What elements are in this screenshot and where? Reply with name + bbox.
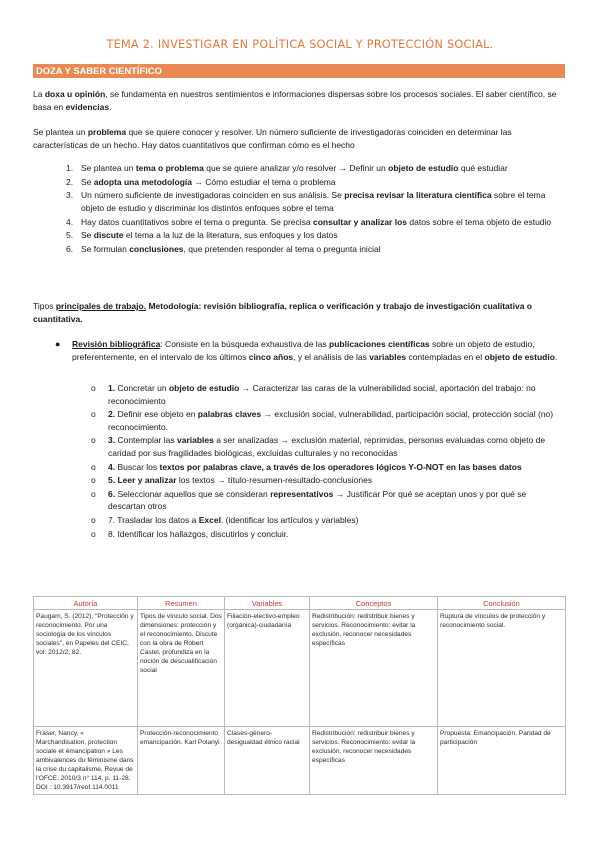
step-bold: conclusiones — [129, 243, 184, 254]
step-bold: discute — [93, 230, 124, 241]
substep-item — [91, 528, 560, 541]
step-item — [33, 216, 563, 229]
substep-text: Contemplar las — [115, 435, 177, 446]
substep-text: Definir ese objeto en — [115, 409, 198, 420]
table-cell: Redistribución: redistribuir bienes y servicios. Reconocimiento: evitar la exclusión, reconocer necesidades específicas — [310, 727, 438, 795]
substep-marker: o — [91, 488, 96, 499]
substep-text: → Caracterizar las caras de la vulnerabilidad social, aportación del trabajo: no reconocimiento — [108, 383, 536, 406]
step-item — [33, 176, 563, 189]
table-header-cell: Autoría — [34, 597, 138, 610]
substep-text: → Justificar Por qué se aceptan unos y por qué se descartan otros — [108, 488, 527, 512]
substep-text: 8. Identificar los hallazgos, discutirlos y concluir. — [108, 528, 289, 539]
substep-item — [91, 434, 560, 459]
intro-paragraph-problema: Se plantea un problema que se quiere conocer y resolver. Un número suficiente de investigadoras coinciden en determinar las características de un hecho. Hay datos cuantitativos que confirman cómo es el hecho — [33, 127, 512, 150]
step-bold: precisa revisar la literatura científica — [344, 190, 492, 201]
step-number: 6. — [66, 243, 74, 254]
step-bold: tema o problema — [135, 163, 204, 173]
table-header-row — [34, 597, 566, 610]
substep-bold: 3. — [108, 435, 116, 446]
substep-text: → exclusión social, vulnerabilidad, participación social, protección social (no) reconocimiento. — [108, 409, 554, 432]
step-number: 1. — [66, 163, 74, 173]
step-text: sobre el tema objeto de estudio y discriminar los distintos enfoques sobre el tema — [81, 190, 546, 213]
bullet-dot: ● — [55, 339, 61, 349]
step-text: el tema a la luz de la literatura, sus enfoques y los datos — [123, 230, 338, 241]
bullet-revision-bibliografica: ● Revisión bibliográfica: Consiste en la búsqueda exhaustiva de las publicaciones científicas sobre un objeto de estudio, preferentemente, en el intervalo de los últimos cinco años, y el análisis de las variables contempladas en el objeto de estudio. — [55, 339, 558, 362]
substep-text: Seleccionar aquellos que se consideran — [115, 488, 271, 499]
substep-text: Concretar un — [115, 383, 169, 393]
step-text: datos sobre el tema objeto de estudio — [407, 216, 552, 227]
substep-bold: representativos — [270, 488, 334, 499]
step-number: 4. — [66, 216, 74, 227]
substep-bold: 4. — [108, 461, 116, 472]
step-number: 3. — [66, 190, 74, 201]
table-cell: Paugam, S. (2012), "Protección y reconocimiento. Por una sociología de los vínculos sociales", en Papeles del CEIC, vol. 2012/2, 82. — [34, 610, 138, 727]
table-cell: Fraser, Nancy, « Marchandisation, protection sociale et émancipation » Les ambivalences du féminisme dans la crise du capitalisme, Revue de l'OFCE, 2010/3 n° 114, p. 11-28. DOI : 10.3917/reof.114.0011 — [34, 727, 138, 795]
step-bold: adopta una metodología — [93, 176, 192, 187]
substep-item — [91, 488, 560, 513]
substeps-list — [91, 382, 560, 542]
steps-list — [33, 162, 563, 257]
table-cell: Tipos de vínculo social. Dos dimensiones: protección y el reconocimiento. Discute con la obra de Robert Castel, profundiza en la noción de descualificación social — [138, 610, 225, 727]
step-bold: consultar y analizar los — [313, 216, 408, 227]
substep-text: . (identificar los artículos y variables) — [220, 515, 359, 526]
page-title: TEMA 2. INVESTIGAR EN POLÍTICA SOCIAL Y PROTECCIÓN SOCIAL. — [106, 38, 494, 51]
literature-table — [33, 596, 566, 795]
table-header-cell: Variables — [225, 597, 310, 610]
section-banner: DOZA Y SABER CIENTÍFICO — [33, 64, 565, 78]
table-cell: Propuesta: Emancipación. Paridad de participación — [438, 727, 566, 795]
step-text: Se plantea un — [81, 163, 136, 173]
step-item — [33, 243, 563, 256]
table-row — [34, 727, 566, 795]
substep-item — [91, 408, 560, 433]
substep-marker: o — [91, 528, 96, 539]
table-cell: Redistribución: redistribuir bienes y servicios. Reconocimiento: evitar la exclusión, reconocer necesidades específicas — [310, 610, 438, 727]
table-row — [34, 610, 566, 727]
table-cell: Ruptura de vínculos de protección y reconocimiento social. — [438, 610, 566, 727]
substep-bold: palabras claves — [197, 409, 262, 420]
substep-text: a ser analizadas → exclusión material, reprimidas, personas evaluadas como objeto de caridad por sus fragilidades biológicas, excluidas culturales y no reconocidas — [108, 435, 546, 458]
table-cell: Protección-reconocimiento emancipación. Karl Polanyi — [138, 727, 225, 795]
substep-text: Buscar los — [115, 461, 160, 472]
step-item — [33, 162, 563, 175]
step-item — [33, 189, 563, 214]
substep-text: 7. Trasladar los datos a — [108, 515, 199, 526]
step-text: Se — [81, 230, 94, 241]
substep-bold: 2. — [108, 409, 116, 420]
substep-bold: objeto de estudio — [168, 383, 240, 393]
step-text: que se quiere analizar y/o resolver → Definir un — [203, 163, 389, 173]
step-number: 2. — [66, 176, 74, 187]
substep-bold: variables — [176, 435, 214, 446]
substep-bold: 1. — [108, 383, 116, 393]
step-text: Se — [81, 176, 94, 187]
intro-paragraph-doxa: La doxa u opinión, se fundamenta en nuestros sentimientos e informaciones dispersas sobre los procesos sociales. El saber científico, se basa en evidencias. — [33, 89, 557, 112]
substep-text: los textos → título-resumen-resultado-conclusiones — [176, 475, 373, 486]
substep-marker: o — [91, 515, 96, 526]
substep-item — [91, 382, 560, 407]
substep-item — [91, 461, 560, 474]
table-header-cell: Conclusión — [438, 597, 566, 610]
substep-marker: o — [91, 409, 96, 420]
step-text: Hay datos cuantitativos sobre el tema o pregunta. Se precisa — [81, 216, 313, 227]
substep-bold: 5. Leer y analizar — [108, 475, 177, 486]
substep-item — [91, 514, 560, 527]
substep-marker: o — [91, 383, 96, 393]
step-text: , que pretenden responder al tema o pregunta inicial — [183, 243, 381, 254]
table-cell: Filiación-electivo-empleo (orgánica)-ciudadanía — [225, 610, 310, 727]
step-text: → Cómo estudiar el tema o problema — [192, 176, 336, 187]
substep-marker: o — [91, 435, 96, 446]
step-text: Se formulan — [81, 243, 130, 254]
step-text: qué estudiar — [458, 163, 508, 173]
table-header-cell: Resumen — [138, 597, 225, 610]
table-body — [34, 610, 566, 795]
step-bold: objeto de estudio — [388, 163, 459, 173]
substep-marker: o — [91, 475, 96, 486]
step-item — [33, 229, 563, 242]
substep-item — [91, 474, 560, 487]
step-text: Un número suficiente de investigadoras coinciden en sus análisis. Se — [81, 190, 345, 201]
table-header-cell: Conceptos — [310, 597, 438, 610]
step-number: 5. — [66, 230, 74, 241]
substep-marker: o — [91, 461, 96, 472]
work-types-paragraph: Tipos principales de trabajo. Metodología: revisión bibliografía, replica o verificación y trabajo de investigación cualitativa o cuantitativa. — [33, 301, 532, 324]
substep-bold: Excel — [198, 515, 221, 526]
table-cell: Clases-género-desigualdad étnico racial — [225, 727, 310, 795]
substep-bold: textos por palabras clave, a través de los operadores lógicos Y-O-NOT en las bases datos — [159, 461, 522, 472]
substep-bold: 6. — [108, 488, 116, 499]
